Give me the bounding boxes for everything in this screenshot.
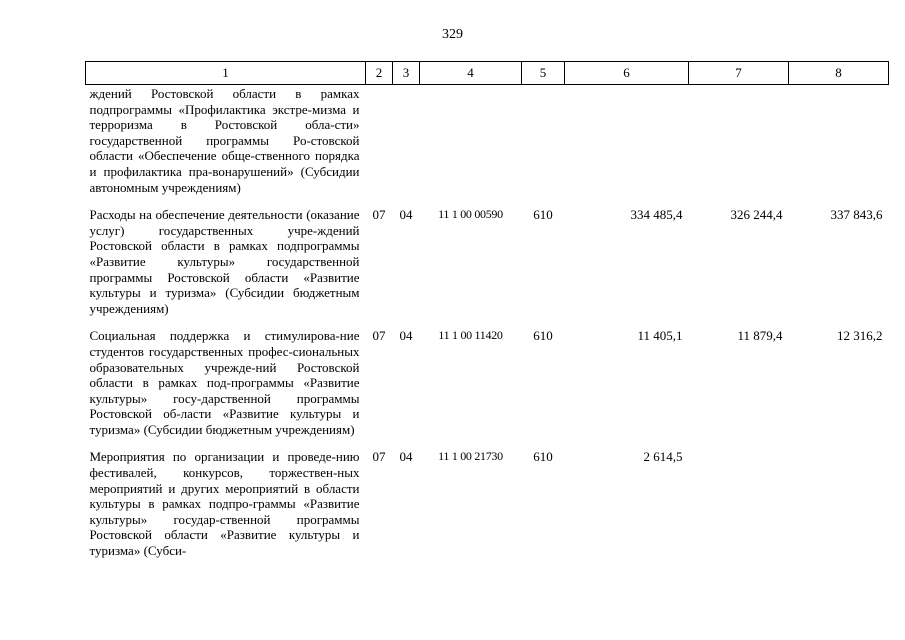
row-value-7 [689,447,789,558]
row-vr: 610 [533,328,553,344]
row-value-8 [789,447,889,558]
row-pr: 04 [399,207,413,223]
row-value-7 [689,85,789,206]
row-description: ждений Ростовской области в рамках подпрограммы «Профилактика экстре-мизма и терроризма в Ростовской обла-сти» государственной программы Ро-стовской области «Обеспечение обще-ственного порядка и профилактика пра-вонарушений» (Субсидии автономным учреждениям) [89,86,360,195]
header-col-5: 5 [522,62,565,85]
header-col-7: 7 [689,62,789,85]
row-value-6: 11 405,1 [637,328,683,344]
row-rz: 07 [372,449,386,465]
row-value-8: 12 316,2 [837,328,883,344]
row-pr: 04 [399,449,413,465]
page-number: 329 [442,27,463,42]
row-csr: 11 1 00 00590 [438,207,503,222]
row-value-6: 2 614,5 [643,449,683,465]
header-row [86,62,889,85]
row-csr [420,85,522,206]
row-value-6 [565,85,689,206]
row-pr: 04 [399,328,413,344]
row-rz: 07 [372,207,386,223]
row-pr [393,85,420,206]
row-rz: 07 [372,328,386,344]
row-csr: 11 1 00 21730 [438,449,503,464]
table-row [86,85,889,206]
header-col-1: 1 [86,62,366,85]
table-row [86,326,889,447]
header-col-4: 4 [420,62,522,85]
header-col-8: 8 [789,62,889,85]
header-col-2: 2 [366,62,393,85]
table-row [86,447,889,558]
row-value-6: 334 485,4 [630,207,683,223]
table-row [86,205,889,326]
row-description: Социальная поддержка и стимулирова-ние студентов государственных профес-сиональных образовательных учрежде-ний Ростовской области в рамках под-программы «Развитие культуры» госу-дарственной программы Ростовской об-ласти «Развитие культуры и туризма» (Субсидии бюджетным учреждениям) [89,328,360,437]
row-vr: 610 [533,449,553,465]
budget-table [85,61,889,559]
row-vr: 610 [533,207,553,223]
row-rz [366,85,393,206]
row-vr [522,85,565,206]
row-value-8 [789,85,889,206]
header-col-6: 6 [565,62,689,85]
row-csr: 11 1 00 11420 [438,328,503,343]
header-col-3: 3 [393,62,420,85]
row-description: Мероприятия по организации и проведе-нию фестивалей, конкурсов, торжествен-ных мероприятий и других мероприятий в области культуры в рамках подпро-граммы «Развитие культуры» государ-ственной программы Ростовской области «Развитие культуры и туризма» (Субси- [89,449,360,559]
row-value-8: 337 843,6 [830,207,883,223]
row-description: Расходы на обеспечение деятельности (оказание услуг) государственных учре-ждений Ростовской области в рамках подпрограммы «Развитие культуры» государственной программы Ростовской области «Развитие культуры и туризма» (Субсидии бюджетным учреждениям) [89,207,360,316]
row-value-7: 11 879,4 [737,328,783,344]
row-value-7: 326 244,4 [730,207,783,223]
